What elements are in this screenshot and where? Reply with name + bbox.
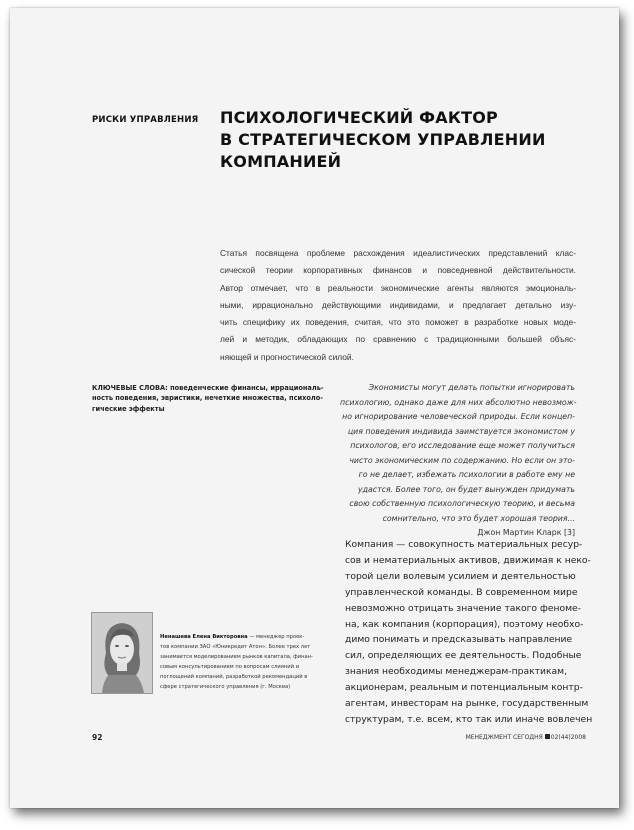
bio-line: занимается моделированием рынков капитала, финан- xyxy=(160,653,313,660)
body-line: Компания — совокупность материальных ресур- xyxy=(345,539,583,550)
footer-journal xyxy=(446,734,586,741)
abstract-line: ными, иррационально действующими индивидами, и предлагает детально изу- xyxy=(220,299,576,310)
epigraph-line: сомнительно, что это будет хорошая теория... xyxy=(382,513,575,523)
epigraph-quote xyxy=(340,381,575,541)
abstract-line: Статья посвящена проблеме расхождения идеалистических представлений клас- xyxy=(220,248,576,258)
epigraph-line: Экономисты могут делать попытки игнорировать xyxy=(368,383,575,392)
epigraph-line: но игнорирование человеческой природы. Если концеп- xyxy=(342,412,575,421)
title-line: В СТРАТЕГИЧЕСКОМ УПРАВЛЕНИИ xyxy=(220,130,546,149)
body-line: знания необходимы менеджерам-практикам, xyxy=(345,666,567,678)
abstract-line: Автор отмечает, что в реальности экономические агенты являются эмоциональ- xyxy=(220,282,576,293)
keywords-line: ность поведения, эвристики, нечеткие множества, психоло- xyxy=(92,394,324,403)
bio-line: тов компании ЗАО «Юникредит Атон». Более трех лет xyxy=(160,643,311,650)
epigraph-line: го не делает, избежать психологии в работе ему не xyxy=(358,470,575,479)
keywords-block xyxy=(92,383,322,414)
bio-line: поглощений компаний, разработкой рекомендаций в xyxy=(160,673,308,680)
bio-first-line xyxy=(160,633,320,643)
article-title xyxy=(220,107,546,173)
square-bullet-icon xyxy=(545,734,550,739)
page-number: 92 xyxy=(92,733,103,742)
epigraph-line: ция поведения индивида заимствуется экономистом у xyxy=(347,426,575,436)
abstract-line: лей и методик, обладающих по сравнению с традиционными большей объяс- xyxy=(220,334,576,345)
title-line: ПСИХОЛОГИЧЕСКИЙ ФАКТОР xyxy=(220,108,498,127)
section-label: РИСКИ УПРАВЛЕНИЯ xyxy=(92,115,199,125)
author-bio xyxy=(160,633,320,692)
article-abstract xyxy=(220,245,576,366)
body-line: на, как компания (корпорация), поэтому необхо- xyxy=(345,618,584,630)
footer-issue: 02(44)2008 xyxy=(550,734,586,741)
epigraph-line: свою собственную психологическую теорию, и весьма xyxy=(349,499,575,508)
bio-line: совым консультированием по вопросам слияний и xyxy=(160,663,300,670)
body-line: структурам, т.е. всем, кто так или иначе вовлечен xyxy=(345,713,593,725)
body-text xyxy=(345,537,593,728)
body-line: управленческой команды. В современном мире xyxy=(345,586,578,598)
body-line: акционерам, реальным и потенциальным контр- xyxy=(345,682,583,694)
bio-line: сфере стратегического управления (г. Москва) xyxy=(160,683,291,690)
body-line: невозможно отрицать значение такого феноме- xyxy=(345,602,582,614)
abstract-line: няющей и прогностической силой. xyxy=(220,351,354,362)
epigraph-line: удастся. Более того, он будет вынужден придумать xyxy=(358,484,575,494)
epigraph-author: Джон Мартин Кларк [3] xyxy=(477,528,575,537)
abstract-line: сической теории корпоративных финансов и повседневной действительности. xyxy=(220,265,576,276)
bio-text: — менеджер проек- xyxy=(247,634,305,640)
body-line: торой цели волевым усилием и деятельностью xyxy=(345,570,576,582)
keywords-line: КЛЮЧЕВЫЕ СЛОВА: поведенческие финансы, иррациональ- xyxy=(92,384,324,392)
author-name: Ненашева Елена Викторовна xyxy=(160,634,248,640)
body-line: димо понимать и предсказывать направление xyxy=(345,634,573,646)
epigraph-line: психологов, его исследование еще может получиться xyxy=(350,441,575,450)
body-line: сил, определяющих ее деятельность. Подобные xyxy=(345,650,582,662)
author-portrait-icon xyxy=(92,613,152,693)
title-line: КОМПАНИЕЙ xyxy=(220,152,342,171)
footer-magazine: МЕНЕДЖМЕНТ СЕГОДНЯ xyxy=(465,734,543,741)
body-line: сов и нематериальных активов, движимая к неко- xyxy=(345,554,591,566)
abstract-line: чить специфику их поведения, считая, что это поможет в разработке новых моде- xyxy=(220,317,576,328)
body-line: агентам, инвесторам на рынке, государственным xyxy=(345,698,589,710)
keywords-line: гические эффекты xyxy=(92,404,165,413)
author-photo xyxy=(91,612,153,694)
epigraph-line: психологию, однако даже для них абсолютно невозмож- xyxy=(340,397,577,407)
epigraph-line: чисто экономическим по содержанию. Но если он это- xyxy=(349,455,575,465)
